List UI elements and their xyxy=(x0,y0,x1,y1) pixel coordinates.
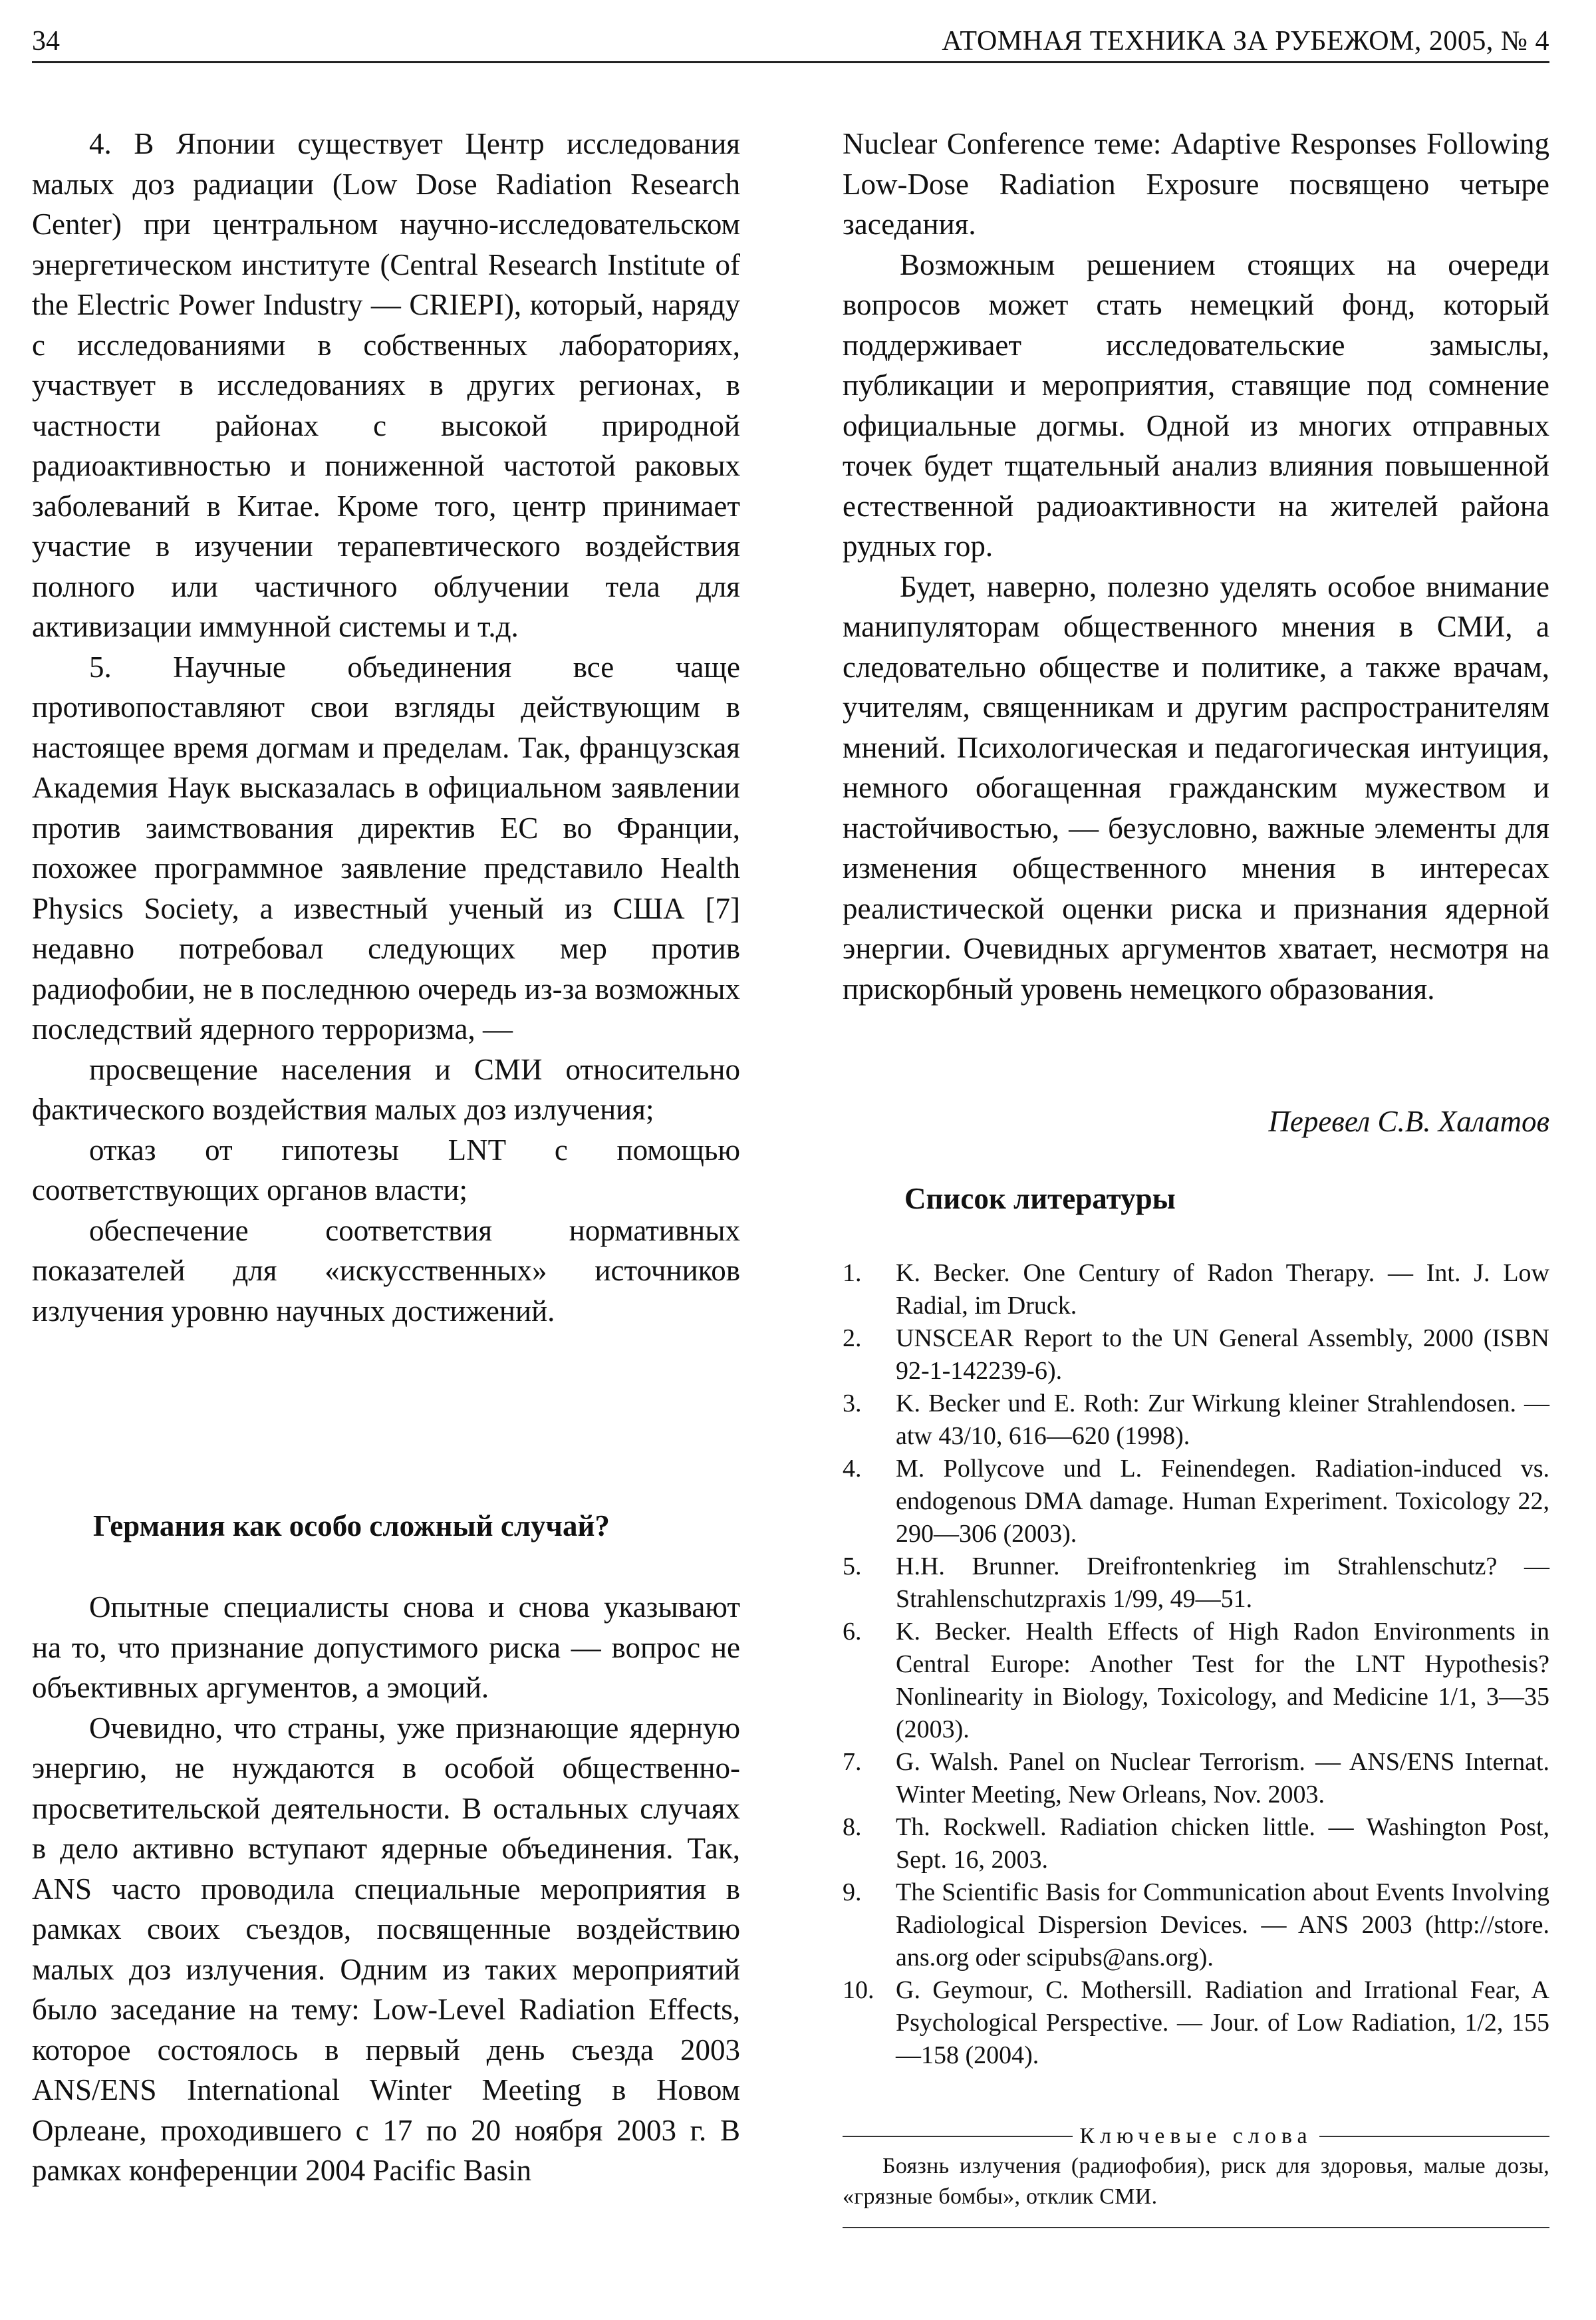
reference-item xyxy=(843,1322,1549,1387)
keywords-box xyxy=(843,2122,1549,2228)
references-heading: Список литературы xyxy=(904,1182,1176,1215)
translator-credit: Перевел С.В. Халатов xyxy=(1268,1105,1549,1138)
measure-item: обеспечение соответствия нормативных показателей для «искусственных» источников излучения уровню научных достижений. xyxy=(32,1213,740,1328)
reference-text: UNSCEAR Report to the UN General Assembly, 2000 (ISBN 92-1-142239-6). xyxy=(896,1324,1549,1385)
measure-item: просвещение населения и СМИ относительно фактического воздействия малых доз излучения; xyxy=(32,1052,740,1126)
left-column-top xyxy=(32,124,740,1331)
paragraph-continuation: Nuclear Conference теме: Adaptive Responses Following Low-Dose Radiation Exposure посвящено четыре заседания. xyxy=(843,127,1549,241)
reference-text: The Scientific Basis for Communication about Events Involving Radiological Dispersion Devices. — ANS 2003 (http://store. ans.org oder scipubs@ans.org). xyxy=(896,1878,1549,1971)
reference-item xyxy=(843,1257,1549,1322)
running-header xyxy=(32,25,1549,63)
measure-item: отказ от гипотезы LNT с помощью соответствующих органов власти; xyxy=(32,1133,740,1207)
reference-text: K. Becker. One Century of Radon Therapy. — Int. J. Low Radial, im Druck. xyxy=(896,1259,1549,1320)
paragraph: Возможным решением стоящих на очереди вопросов может стать немецкий фонд, который поддерживает исследовательские замыслы, публикации и мероприятия, ставящие под сомнение официальные догмы. Одной из многих отправных точек будет тщательный анализ влияния повышенной естественной радиоактивности на жителей района рудных гор. xyxy=(843,247,1549,563)
paragraph: Будет, наверно, полезно уделять особое внимание манипуляторам общественного мнения в СМИ, а следовательно обществе и политике, а также врачам, учителям, священникам и другим распространителям мнений. Психологическая и педагогическая интуиция, немного обогащенная гражданским мужеством и настойчивостью, — безусловно, важные элементы для изменения общественного мнения в интересах реалистической оценки риска и признания ядерной энергии. Очевидных аргументов хватает, несмотря на прискорбный уровень немецкого образования. xyxy=(843,569,1549,1006)
reference-item xyxy=(843,1974,1549,2072)
keywords-title-row xyxy=(843,2122,1549,2151)
right-column-text xyxy=(843,124,1549,1009)
reference-text: H.H. Brunner. Dreifrontenkrieg im Strahlenschutz? — Strahlenschutzpraxis 1/99, 49—51. xyxy=(896,1552,1549,1613)
paragraph: Опытные специалисты снова и снова указывают на то, что признание допустимого риска — вопрос не объективных аргументов, а эмоций. xyxy=(32,1590,740,1704)
reference-item xyxy=(843,1616,1549,1746)
paragraph: Очевидно, что страны, уже признающие ядерную энергию, не нуждаются в особой общественно-просветительской деятельности. В остальных случаях в дело активно вступают ядерные объединения. Так, ANS часто проводила специальные мероприятия в рамках своих съездов, посвященные воздействию малых доз излучения. Одним из таких мероприятий было заседание на тему: Low-Level Radiation Effects, которое состоялось в первый день съезда 2003 ANS/ENS International Winter Meeting в Новом Орлеане, проходившего с 17 по 20 ноября 2003 г. В рамках конференции 2004 Pacific Basin xyxy=(32,1711,740,2187)
reference-item xyxy=(843,1746,1549,1811)
reference-text: Th. Rockwell. Radiation chicken little. — Washington Post, Sept. 16, 2003. xyxy=(896,1813,1549,1874)
reference-item xyxy=(843,1876,1549,1974)
reference-item xyxy=(843,1811,1549,1876)
divider xyxy=(843,2227,1549,2228)
reference-item xyxy=(843,1453,1549,1550)
references-list xyxy=(843,1257,1549,2072)
reference-text: G. Geymour, C. Mothersill. Radiation and Irrational Fear, A Psychological Perspective. — Jour. of Low Radiation, 1/2, 155—158 (2004). xyxy=(896,1976,1549,2069)
reference-number: 2. xyxy=(843,1324,862,1352)
left-column-bottom xyxy=(32,1587,740,2191)
reference-number: 6. xyxy=(843,1618,862,1646)
reference-item xyxy=(843,1387,1549,1453)
reference-item xyxy=(843,1550,1549,1616)
section-heading: Германия как особо сложный случай? xyxy=(93,1509,610,1542)
keywords-text: Боязнь излучения (радиофобия), риск для здоровья, малые дозы, «грязные бомбы», отклик СМИ. xyxy=(843,2154,1549,2209)
reference-number: 4. xyxy=(843,1455,862,1483)
reference-text: K. Becker und E. Roth: Zur Wirkung kleiner Strahlendosen. — atw 43/10, 616—620 (1998). xyxy=(896,1389,1549,1450)
reference-text: G. Walsh. Panel on Nuclear Terrorism. — ANS/ENS Internat. Winter Meeting, New Orleans, Nov. 2003. xyxy=(896,1748,1549,1809)
paragraph-japan: 4. В Японии существует Центр исследования малых доз радиации (Low Dose Radiation Research Center) при центральном научно-исследовательском энергетическом институте (Central Research Institute of the Electric Power Industry — CRIEPI), который, наряду с исследованиями в собственных лабораториях, участвует в исследованиях в других регионах, в частности районах с высокой природной радиоактивностью и пониженной частотой раковых заболеваний в Китае. Кроме того, центр принимает участие в изучении терапевтического воздействия полного или частичного облучении тела для активизации иммунной системы и т.д. xyxy=(32,127,740,643)
reference-number: 5. xyxy=(843,1552,862,1580)
page-number: 34 xyxy=(32,26,60,57)
reference-number: 1. xyxy=(843,1259,862,1287)
paragraph-scientific-unions: 5. Научные объединения все чаще противопоставляют свои взгляды действующим в настоящее время догмам и пределам. Так, французская Академия Наук высказалась в официальном заявлении против заимствования директив ЕС во Франции, похожее программное заявление представило Health Physics Society, а известный ученый из США [7] недавно потребовал следующих мер против радиофобии, не в последнюю очередь из-за возможных последствий ядерного терроризма, — xyxy=(32,650,740,1046)
divider xyxy=(843,2136,1073,2137)
journal-title: АТОМНАЯ ТЕХНИКА ЗА РУБЕЖОМ, 2005, № 4 xyxy=(942,26,1549,57)
reference-text: M. Pollycove und L. Feinendegen. Radiation-induced vs. endogenous DMA damage. Human Experiment. Toxicology 22, 290—306 (2003). xyxy=(896,1455,1549,1548)
divider xyxy=(1319,2136,1549,2137)
reference-number: 9. xyxy=(843,1878,862,1906)
keywords-title: Ключевые слова xyxy=(1079,2124,1313,2148)
reference-number: 7. xyxy=(843,1748,862,1776)
reference-number: 3. xyxy=(843,1389,862,1417)
reference-text: K. Becker. Health Effects of High Radon Environments in Central Europe: Another Test for the LNT Hypothesis? Nonlinearity in Biology, Toxicology, and Medicine 1/1, 3—35 (2003). xyxy=(896,1618,1549,1743)
reference-number: 8. xyxy=(843,1813,862,1841)
reference-number: 10. xyxy=(843,1976,874,2004)
